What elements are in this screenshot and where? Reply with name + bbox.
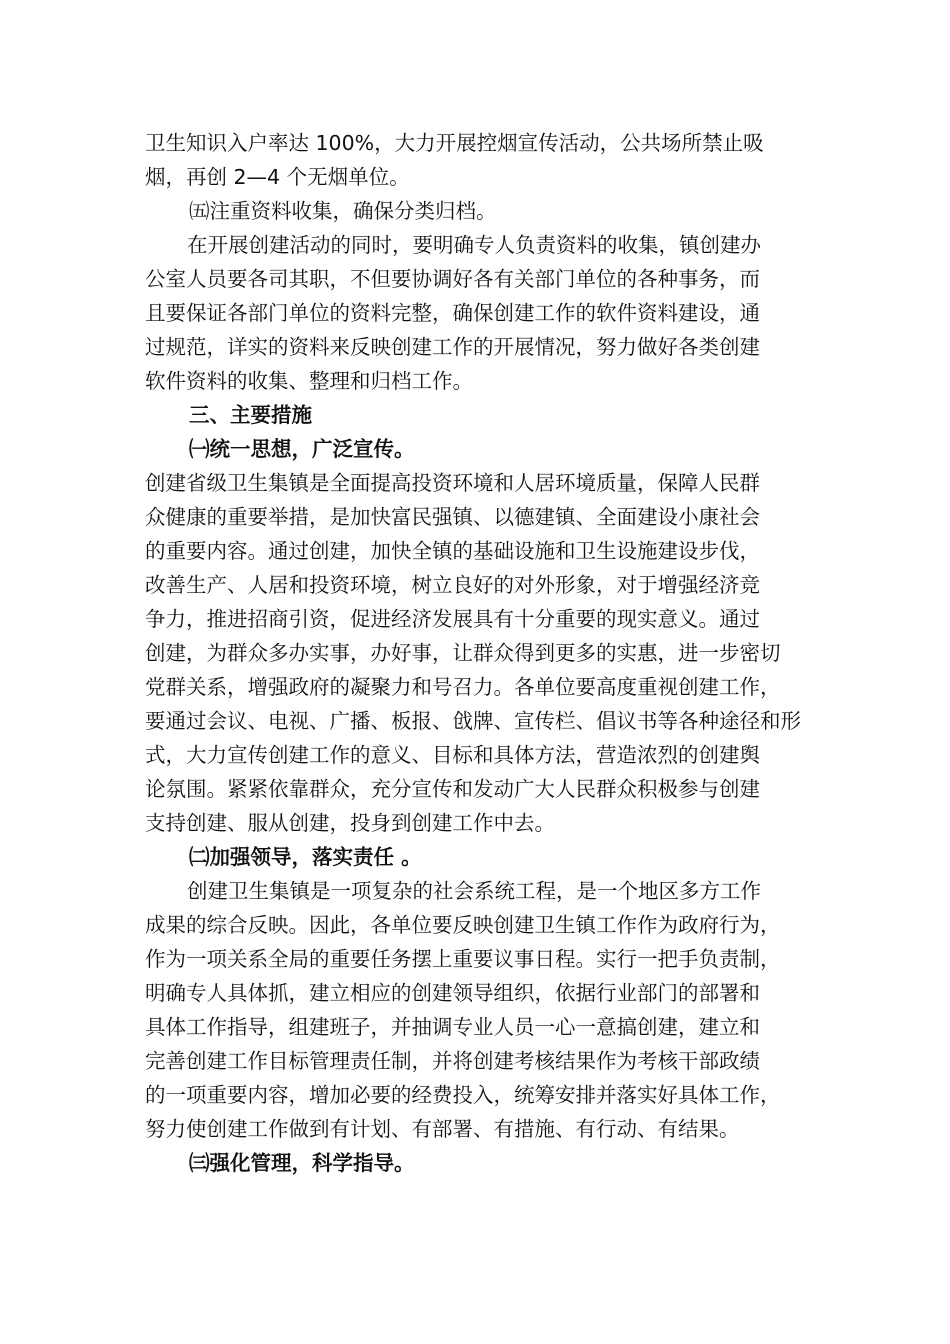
text-line: 支持创建、服从创建，投身到创建工作中去。 <box>145 811 555 835</box>
text-line: ㈤注重资料收集，确保分类归档。 <box>189 199 497 223</box>
subheading <box>145 840 810 874</box>
section-heading <box>145 398 810 432</box>
text-line: 公室人员要各司其职，不但要协调好各有关部门单位的各种事务，而 <box>145 267 760 291</box>
text-line: 烟，再创 2—4 个无烟单位。 <box>145 165 410 189</box>
text-line: ㈢强化管理，科学指导。 <box>189 1151 415 1175</box>
paragraph <box>145 126 810 194</box>
text-line: 在开展创建活动的同时，要明确专人负责资料的收集，镇创建办 <box>187 233 761 257</box>
text-line: 努力使创建工作做到有计划、有部署、有措施、有行动、有结果。 <box>145 1117 740 1141</box>
paragraph <box>145 874 810 1146</box>
paragraph <box>145 228 810 398</box>
text-line: 改善生产、人居和投资环境，树立良好的对外形象，对于增强经济竞 <box>145 573 760 597</box>
text-line: ㈠统一思想，广泛宣传。 <box>189 437 415 461</box>
text-line: 要通过会议、电视、广播、板报、戗牌、宣传栏、倡议书等各种途径和形 <box>145 709 801 733</box>
text-line: 的重要内容。通过创建，加快全镇的基础设施和卫生设施建设步伐， <box>145 539 760 563</box>
text-line: 三、主要措施 <box>189 403 312 427</box>
text-line: 软件资料的收集、整理和归档工作。 <box>145 369 473 393</box>
text-line: 众健康的重要举措，是加快富民强镇、以德建镇、全面建设小康社会 <box>145 505 760 529</box>
text-line: 创建，为群众多办实事，办好事，让群众得到更多的实惠，进一步密切 <box>145 641 781 665</box>
text-line: 的一项重要内容，增加必要的经费投入，统筹安排并落实好具体工作， <box>145 1083 781 1107</box>
text-line: 明确专人具体抓，建立相应的创建领导组织，依据行业部门的部署和 <box>145 981 760 1005</box>
text-line: 争力，推进招商引资，促进经济发展具有十分重要的现实意义。通过 <box>145 607 760 631</box>
text-line: 成果的综合反映。因此，各单位要反映创建卫生镇工作作为政府行为， <box>145 913 781 937</box>
text-line: 过规范，详实的资料来反映创建工作的开展情况，努力做好各类创建 <box>145 335 760 359</box>
document-page <box>145 126 810 1180</box>
text-line: 且要保证各部门单位的资料完整，确保创建工作的软件资料建设，通 <box>145 301 760 325</box>
paragraph <box>145 466 810 840</box>
text-line: 党群关系，增强政府的凝聚力和号召力。各单位要高度重视创建工作， <box>145 675 781 699</box>
subheading <box>145 194 810 228</box>
text-line: ㈡加强领导，落实责任 。 <box>189 845 422 869</box>
text-line: 创建省级卫生集镇是全面提高投资环境和人居环境质量，保障人民群 <box>145 471 760 495</box>
text-line: 论氛围。紧紧依靠群众，充分宣传和发动广大人民群众积极参与创建 <box>145 777 760 801</box>
text-line: 式，大力宣传创建工作的意义、目标和具体方法，营造浓烈的创建舆 <box>145 743 760 767</box>
text-line: 完善创建工作目标管理责任制，并将创建考核结果作为考核干部政绩 <box>145 1049 760 1073</box>
text-line: 创建卫生集镇是一项复杂的社会系统工程，是一个地区多方工作 <box>187 879 761 903</box>
text-line: 具体工作指导，组建班子，并抽调专业人员一心一意搞创建，建立和 <box>145 1015 760 1039</box>
subheading <box>145 432 810 466</box>
text-line: 作为一项关系全局的重要任务摆上重要议事日程。实行一把手负责制， <box>145 947 781 971</box>
text-line: 卫生知识入户率达 100%，大力开展控烟宣传活动，公共场所禁止吸 <box>145 131 764 155</box>
subheading <box>145 1146 810 1180</box>
